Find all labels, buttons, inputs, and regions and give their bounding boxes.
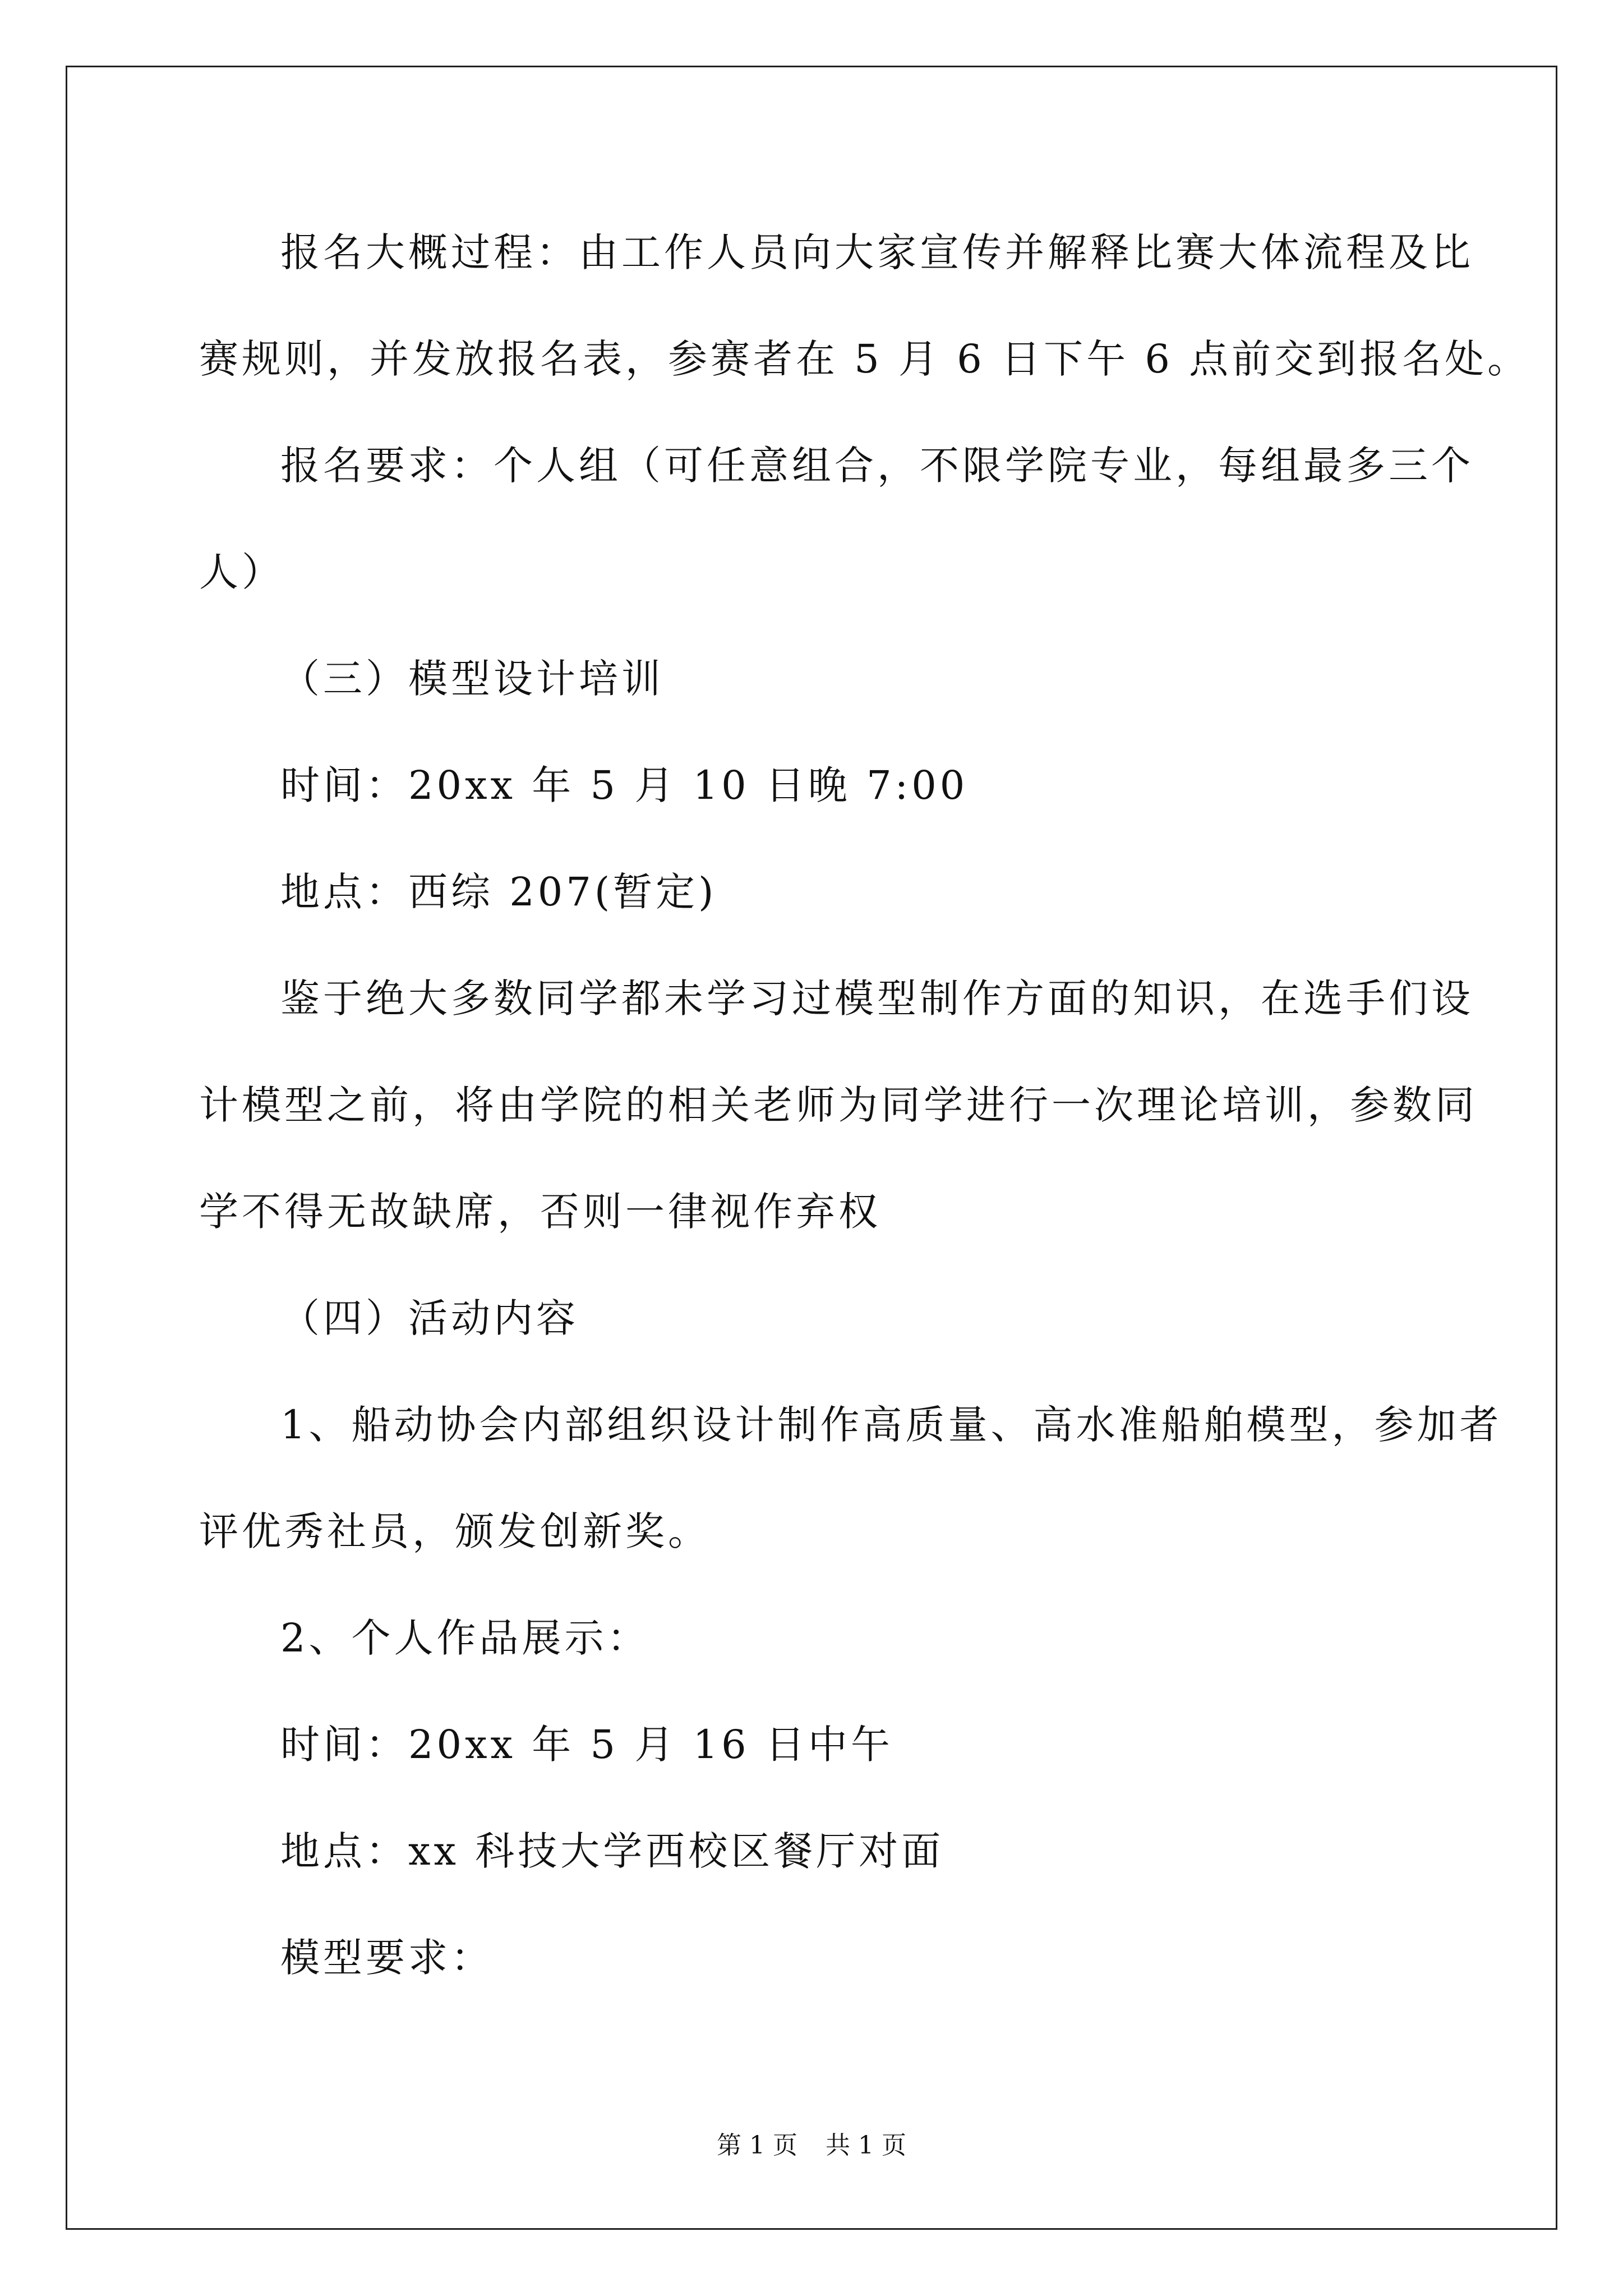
page-footer	[0, 2129, 1623, 2162]
text-line-4: 人）	[199, 549, 284, 595]
text-line-1: 报名大概过程：由工作人员向大家宣传并解释比赛大体流程及比	[280, 229, 1474, 275]
page-border	[66, 66, 1557, 2230]
text-line-12: 1、船动协会内部组织设计制作高质量、高水准船舶模型，参加者	[280, 1402, 1502, 1448]
page-number-total: 共 1 页	[826, 2131, 906, 2160]
text-line-time-1: 时间：20xx 年 5 月 10 日晚 7:00	[280, 762, 969, 808]
text-line-9: 计模型之前，将由学院的相关老师为同学进行一次理论培训，参数同	[199, 1082, 1478, 1128]
text-line-17: 模型要求：	[280, 1935, 494, 1981]
section-heading-4: （四）活动内容	[280, 1295, 579, 1341]
text-line-2: 赛规则，并发放报名表，参赛者在 5 月 6 日下午 6 点前交到报名处。	[199, 336, 1530, 382]
text-line-location-1: 地点：西综 207(暂定)	[280, 869, 717, 915]
text-line-8: 鉴于绝大多数同学都未学习过模型制作方面的知识，在选手们设	[280, 976, 1474, 1022]
section-heading-3: （三）模型设计培训	[280, 656, 664, 702]
text-line-time-2: 时间：20xx 年 5 月 16 日中午	[280, 1722, 893, 1768]
text-line-location-2: 地点：xx 科技大学西校区餐厅对面	[280, 1828, 944, 1874]
page-number-current: 第 1 页	[717, 2131, 797, 2160]
text-line-14: 2、个人作品展示：	[280, 1615, 650, 1661]
text-line-3: 报名要求：个人组（可任意组合，不限学院专业，每组最多三个	[280, 443, 1474, 489]
text-line-10: 学不得无故缺席，否则一律视作弃权	[199, 1189, 881, 1235]
text-line-13: 评优秀社员，颁发创新奖。	[199, 1508, 711, 1554]
